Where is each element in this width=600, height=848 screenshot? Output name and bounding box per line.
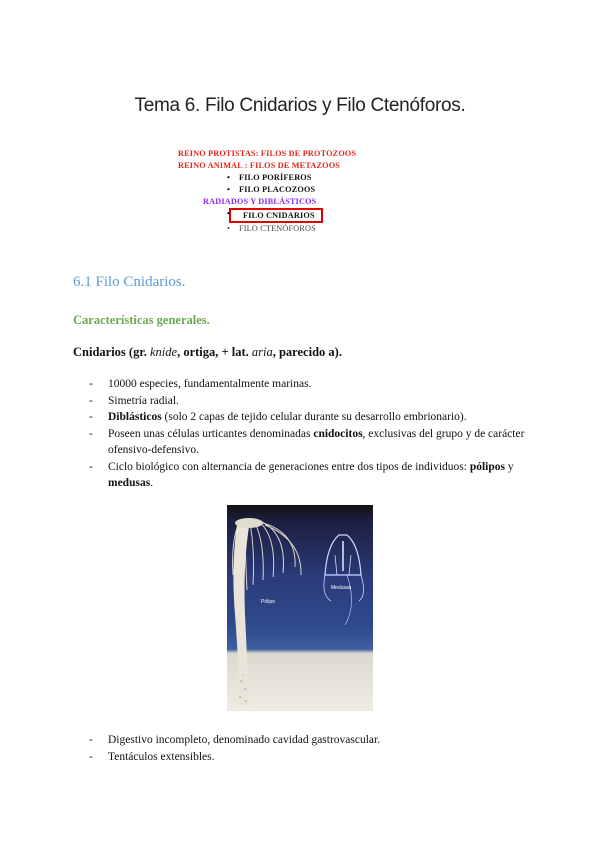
scheme-group-radiados: RADIADOS Y DIBLÁSTICOS: [203, 197, 317, 206]
scheme-item-placozoos: • FILO PLACOZOOS: [178, 184, 378, 196]
section-heading: 6.1 Filo Cnidarios.: [73, 274, 186, 290]
scheme-item-cnidarios: [178, 208, 378, 223]
list-item: - Poseen unas células urticantes denominadas cnidocitos, exclusivas del grupo y de carácter ofensivo-defensivo.: [73, 426, 543, 459]
medusa-shape: [324, 535, 364, 625]
polyp-label: Pólipo: [261, 599, 275, 605]
characteristics-list: [73, 376, 543, 492]
classification-scheme: [178, 148, 378, 235]
scheme-item-ctenoforos: • FILO CTENÓFOROS: [178, 223, 378, 235]
subheading: Características generales.: [73, 313, 210, 327]
list-item: - 10000 especies, fundamentalmente marinas.: [73, 376, 543, 393]
list-item: - Diblásticos (solo 2 capas de tejido celular durante su desarrollo embrionario).: [73, 409, 543, 426]
page-title: Tema 6. Filo Cnidarios y Filo Ctenóforos.: [134, 95, 466, 116]
scheme-line-animal: REINO ANIMAL : FILOS DE METAZOOS: [178, 161, 341, 170]
intro-line: Cnidarios (gr. knide, ortiga, + lat. aria, parecido a).: [73, 345, 342, 359]
list-item: - Digestivo incompleto, denominado cavidad gastrovascular.: [73, 732, 543, 749]
cnidarian-illustration: [227, 505, 373, 711]
scheme-item-poriferos: • FILO PORÍFEROS: [178, 172, 378, 184]
medusa-label: Medusas: [331, 585, 352, 591]
polyp-medusa-photo: [227, 505, 373, 711]
scheme-line-protistas: REINO PROTISTAS: FILOS DE PROTOZOOS: [178, 149, 357, 158]
characteristics-list-2: [73, 732, 543, 765]
list-item: - Simetría radial.: [73, 393, 543, 410]
highlight-box: FILO CNIDARIOS: [229, 208, 323, 223]
list-item: - Tentáculos extensibles.: [73, 749, 543, 766]
polyp-head: [235, 518, 263, 528]
polyp-stalk: [233, 525, 249, 705]
list-item: - Ciclo biológico con alternancia de generaciones entre dos tipos de individuos: pólipos y medusas.: [73, 459, 543, 492]
